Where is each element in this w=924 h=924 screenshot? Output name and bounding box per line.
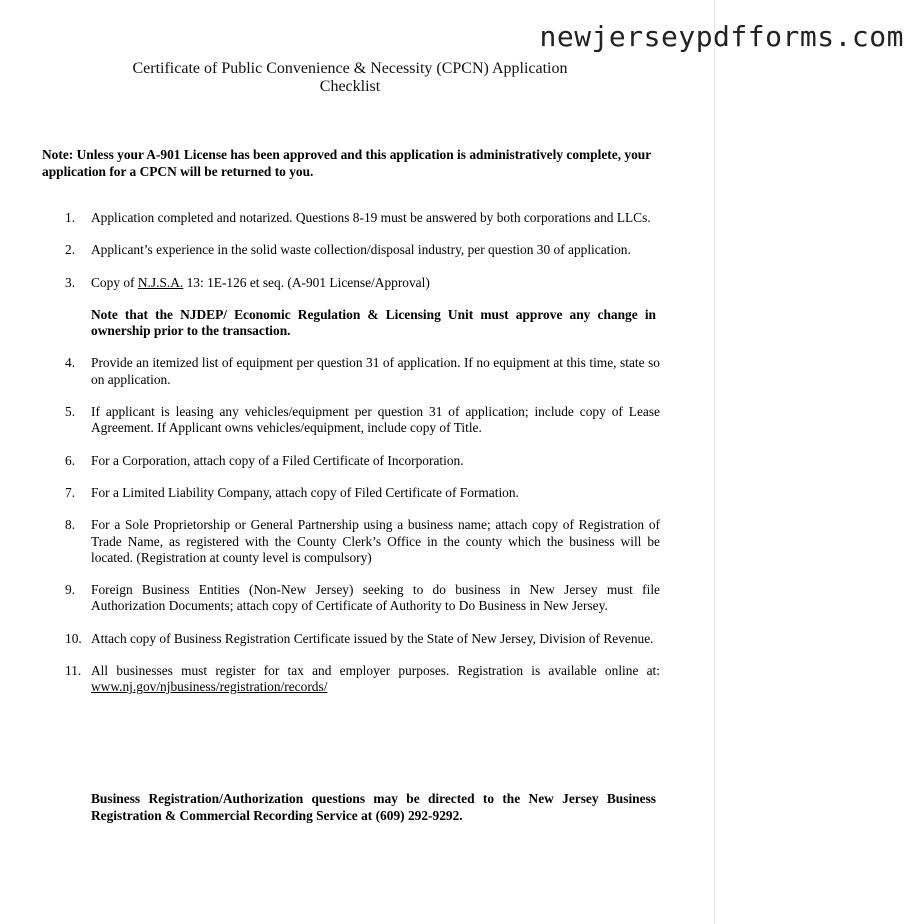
item-text-suffix: 13: 1E-126 et seq. (A-901 License/Approval) <box>183 274 430 290</box>
item-number-label: 1. <box>65 210 76 225</box>
warning-note: Note: Unless your A-901 License has been approved and this application is administratively complete, your application for a CPCN will be returned to you. <box>42 147 651 179</box>
item-number-label: 10. <box>65 630 82 646</box>
item-number-label: 5. <box>65 404 76 420</box>
item-number <box>0 355 91 388</box>
item-text: Applicant’s experience in the solid waste collection/disposal industry, per question 30 of application. <box>91 242 631 258</box>
checklist <box>0 210 660 712</box>
item-number <box>0 582 91 615</box>
item-text: Attach copy of Business Registration Certificate issued by the State of New Jersey, Division of Revenue. <box>91 630 654 646</box>
item-number <box>0 631 91 647</box>
item-number <box>0 517 91 566</box>
item-text: Foreign Business Entities (Non-New Jersey) seeking to do business in New Jersey must file Authorization Documents; attach copy of Certificate of Authority to Do Business in New Jersey. <box>91 582 660 614</box>
item-number <box>0 663 91 696</box>
checklist-item <box>0 485 660 501</box>
title-line-1: Certificate of Public Convenience & Necessity (CPCN) Application <box>132 60 568 77</box>
item-text: Provide an itemized list of equipment per question 31 of application. If no equipment at this time, state so on application. <box>91 355 660 387</box>
item-number <box>0 404 91 437</box>
checklist-item <box>0 355 660 388</box>
item-number <box>0 242 91 258</box>
checklist-item <box>0 404 660 437</box>
item-number <box>0 485 91 501</box>
checklist-item <box>0 631 660 647</box>
item-number-label: 2. <box>65 242 76 258</box>
item-text-prefix: All businesses must register for tax and employer purposes. Registration is available online at: <box>91 663 660 679</box>
checklist-item <box>0 663 660 696</box>
checklist-item <box>0 242 660 258</box>
checklist-item <box>0 582 660 615</box>
contact-footer: Business Registration/Authorization questions may be directed to the New Jersey Business Registration & Commercial Recording Service at (609) 292-9292. <box>91 791 656 823</box>
item-number-label: 6. <box>65 452 76 468</box>
site-watermark: newjerseypdfforms.com <box>539 20 904 53</box>
item-number-label: 3. <box>65 274 76 290</box>
item-number-label: 4. <box>65 355 76 371</box>
registration-url-link[interactable]: www.nj.gov/njbusiness/registration/records/ <box>91 679 328 695</box>
item-text-prefix: Copy of <box>91 274 138 290</box>
checklist-item <box>0 517 660 566</box>
title-line-2: Checklist <box>319 78 381 95</box>
item-text: For a Corporation, attach copy of a Filed Certificate of Incorporation. <box>91 452 464 468</box>
item-text <box>91 663 660 696</box>
item-number <box>0 453 91 469</box>
item-text: Application completed and notarized. Questions 8-19 must be answered by both corporations and LLCs. <box>91 210 651 225</box>
item-text: If applicant is leasing any vehicles/equipment per question 31 of application; include copy of Lease Agreement. If Applicant owns vehicles/equipment, include copy of Title. <box>91 404 660 436</box>
item-text <box>91 275 660 291</box>
ownership-change-note: Note that the NJDEP/ Economic Regulation & Licensing Unit must approve any change in ownership prior to the transaction. <box>91 306 656 339</box>
checklist-item <box>0 453 660 469</box>
page-title <box>100 60 600 96</box>
item-number <box>0 210 91 226</box>
statute-reference-link[interactable]: N.J.S.A. <box>137 274 184 290</box>
item-text: For a Limited Liability Company, attach copy of Filed Certificate of Formation. <box>91 484 519 500</box>
item-number-label: 8. <box>65 517 76 533</box>
item-number-label: 11. <box>65 663 82 679</box>
item-number-label: 9. <box>65 582 76 598</box>
item-text: For a Sole Proprietorship or General Partnership using a business name; attach copy of Registration of Trade Name, as registered with the County Clerk’s Office in the county which the business will be located. (Registration at county level is compulsory) <box>91 517 660 565</box>
item-number <box>0 275 91 291</box>
checklist-item <box>0 210 660 226</box>
item-number-label: 7. <box>65 484 76 500</box>
checklist-item <box>0 275 660 291</box>
